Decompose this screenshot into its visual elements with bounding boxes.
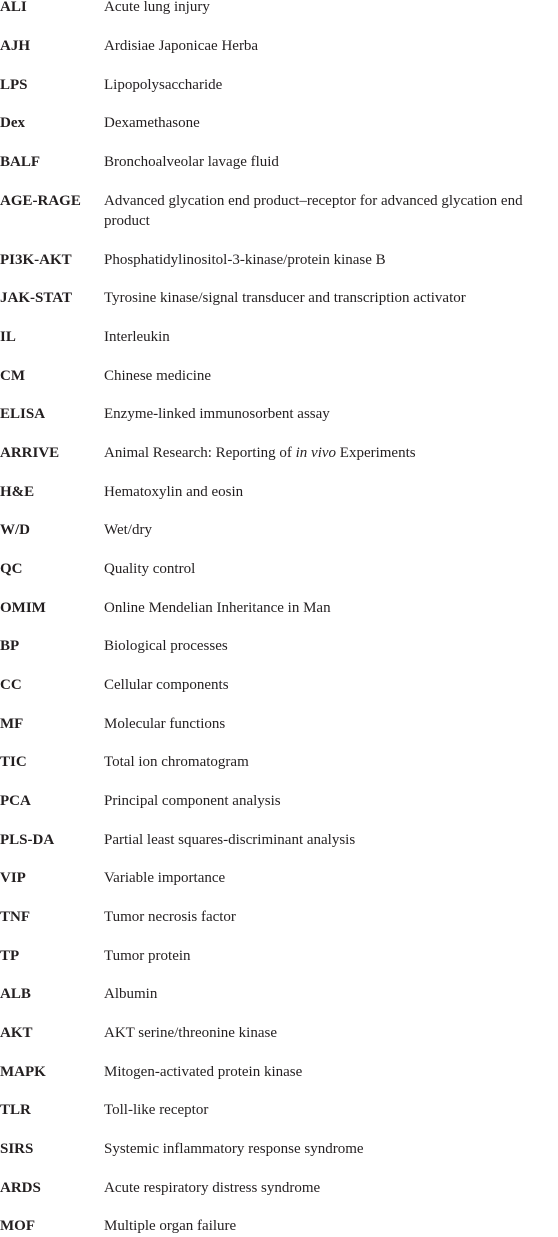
abbreviation: VIP (0, 870, 26, 886)
abbreviation-definition: Tumor protein (104, 948, 191, 964)
abbreviation-definition: Albumin (104, 986, 158, 1002)
abbreviation-definition: Dexamethasone (104, 115, 200, 131)
abbreviation: TIC (0, 754, 27, 770)
abbreviation: BALF (0, 154, 41, 170)
abbreviation: OMIM (0, 600, 46, 616)
abbreviation: MF (0, 716, 24, 732)
abbreviation-definition: Online Mendelian Inheritance in Man (104, 600, 331, 616)
abbreviation-definition: Principal component analysis (104, 793, 281, 809)
abbreviation: ALB (0, 986, 31, 1002)
abbreviation: W/D (0, 522, 30, 538)
definition-text: Experiments (336, 445, 416, 461)
abbreviation-definition: Biological processes (104, 638, 228, 654)
abbreviation: LPS (0, 77, 28, 93)
abbreviation-definition: Advanced glycation end product–receptor for advanced glycation end product (104, 193, 523, 229)
abbreviation-definition: Tumor necrosis factor (104, 909, 236, 925)
abbreviation-definition: Chinese medicine (104, 368, 212, 384)
abbreviation-definition: Acute lung injury (104, 0, 210, 15)
abbreviation: JAK-STAT (0, 290, 72, 306)
abbreviation-definition: Enzyme-linked immunosorbent assay (104, 406, 330, 422)
abbreviation-definition: Mitogen-activated protein kinase (104, 1064, 303, 1080)
abbreviation: MOF (0, 1218, 35, 1234)
abbreviation-definition: Partial least squares-discriminant analysis (104, 832, 356, 848)
abbreviation: H&E (0, 484, 35, 500)
abbreviation: AGE-RAGE (0, 193, 81, 209)
abbreviation-definition: Tyrosine kinase/signal transducer and transcription activator (104, 290, 466, 306)
abbreviation: CC (0, 677, 22, 693)
abbreviation: AKT (0, 1025, 33, 1041)
abbreviation: ARDS (0, 1180, 41, 1196)
abbreviation: CM (0, 368, 25, 384)
abbreviation: TLR (0, 1102, 31, 1118)
abbreviation-definition: Phosphatidylinositol-3-kinase/protein kinase B (104, 252, 386, 268)
abbreviation-definition: Variable importance (104, 870, 226, 886)
abbreviation-definition: Total ion chromatogram (104, 754, 249, 770)
abbreviation-definition: Multiple organ failure (104, 1218, 237, 1234)
abbreviation: QC (0, 561, 23, 577)
abbreviation-definition: Cellular components (104, 677, 229, 693)
abbreviation: IL (0, 329, 16, 345)
abbreviation: BP (0, 638, 20, 654)
definition-text: Animal Research: Reporting of (104, 445, 296, 461)
abbreviation-definition: Molecular functions (104, 716, 226, 732)
abbreviation-definition: Toll-like receptor (104, 1102, 209, 1118)
abbreviation-definition: Systemic inflammatory response syndrome (104, 1141, 364, 1157)
abbreviation: ELISA (0, 406, 46, 422)
abbreviation: MAPK (0, 1064, 46, 1080)
definition-italic-text: in vivo (295, 445, 337, 461)
abbreviation-definition: Interleukin (104, 329, 170, 345)
abbreviation: SIRS (0, 1141, 34, 1157)
abbreviation-definition: Lipopolysaccharide (104, 77, 223, 93)
abbreviation: TP (0, 948, 20, 964)
abbreviation-definition: AKT serine/threonine kinase (104, 1025, 278, 1041)
abbreviation-definition: Hematoxylin and eosin (104, 484, 244, 500)
abbreviation: AJH (0, 38, 30, 54)
abbreviation-definition: Ardisiae Japonicae Herba (104, 38, 259, 54)
abbreviation: PLS-DA (0, 832, 55, 848)
abbreviation-definition: Acute respiratory distress syndrome (104, 1180, 321, 1196)
abbreviation: Dex (0, 115, 25, 131)
abbreviation: PI3K-AKT (0, 252, 72, 268)
abbreviation: ALI (0, 0, 27, 15)
abbreviation-definition: Bronchoalveolar lavage fluid (104, 154, 279, 170)
abbreviation-definition: Wet/dry (104, 522, 152, 538)
abbreviation-definition (104, 443, 558, 463)
abbreviation: PCA (0, 793, 31, 809)
abbreviation: TNF (0, 909, 30, 925)
abbreviation-definition: Quality control (104, 561, 196, 577)
abbreviation: ARRIVE (0, 445, 60, 461)
